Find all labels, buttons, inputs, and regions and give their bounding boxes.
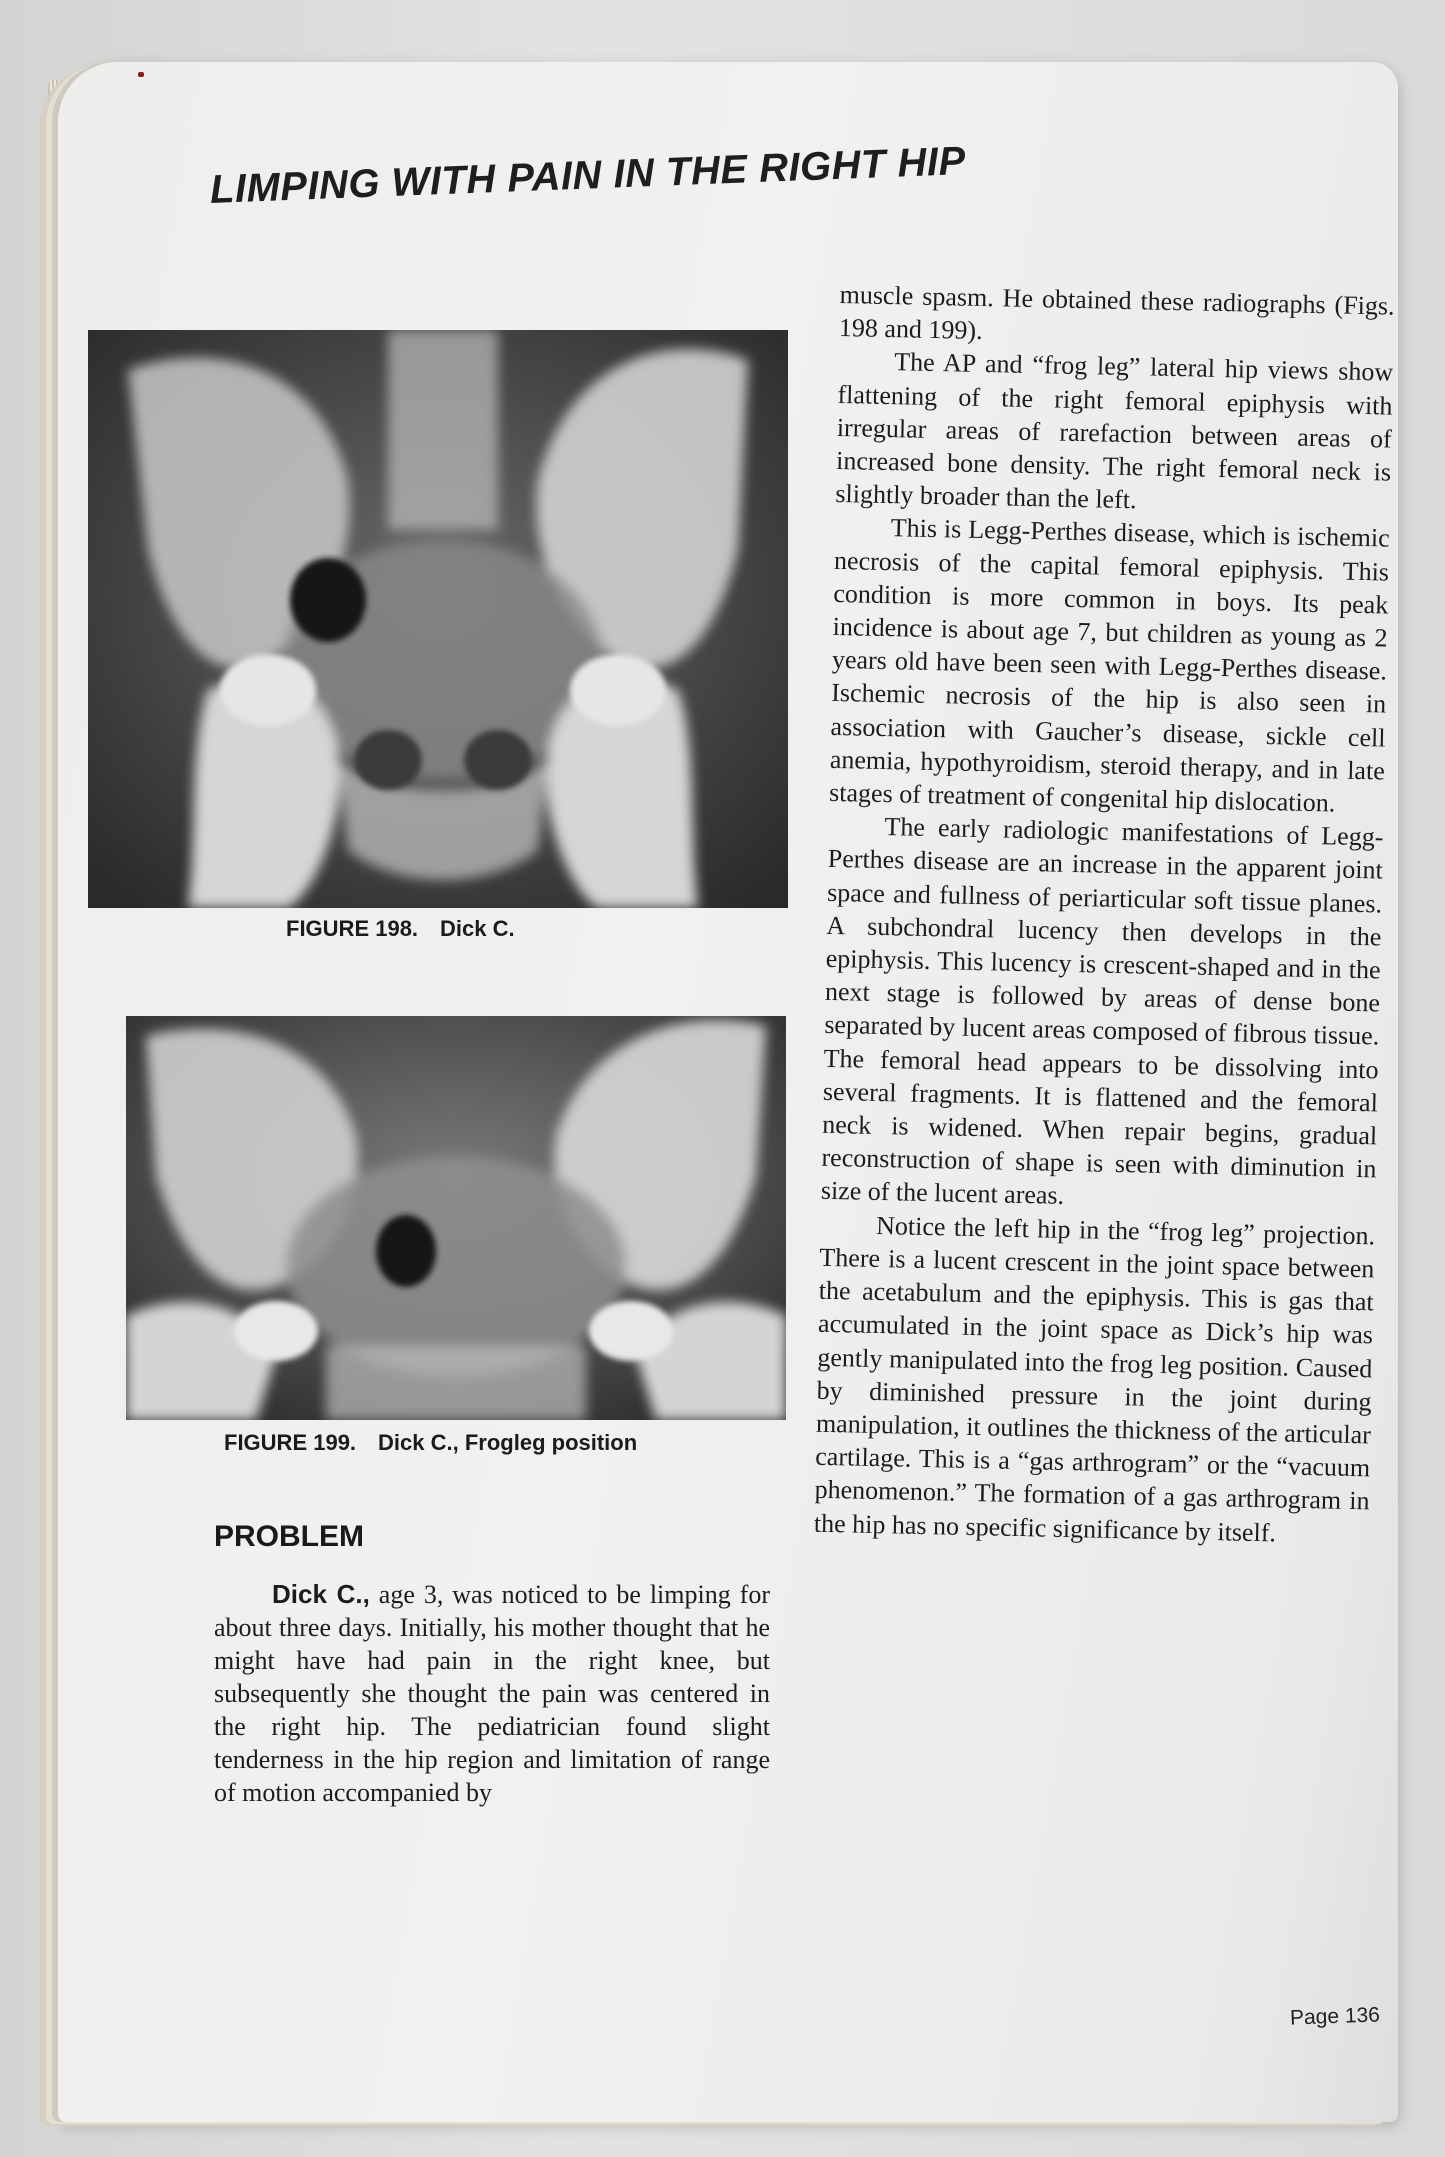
figure-198-label: Dick C. [440,916,515,941]
figure-198-radiograph [88,330,788,908]
ink-mark [138,72,144,77]
discussion-paragraph-4: The early radiologic manifestations of Legg-Perthes disease are an increase in the apparent joint space and fullness of periarticular soft tissue planes. A subchondral lucency then develops in the epiphysis. This lucency is crescent-shaped and in the next stage is followed by areas of dense bone separated by lucent areas composed of fibrous tissue. The femoral head appears to be dissolving into several fragments. It is flattened and the femoral neck is widened. When repair begins, gradual reconstruction of shape is seen with diminution in size of the lucent areas. [820,812,1384,1211]
discussion-paragraph-3: This is Legg-Perthes disease, which is ischemic necrosis of the capital femoral epiphysis. This condition is more common in boys. Its peak incidence is about age 7, but children as young as 2 years old have been seen with Legg-Perthes disease. Ischemic necrosis of the hip is also seen in association with Gaucher’s disease, sickle cell anemia, hypothyroidism, steroid therapy, and in late stages of treatment of congenital hip dislocation. [828,513,1390,818]
problem-heading: PROBLEM [214,1520,364,1553]
page-number: Page 136 [1289,2003,1381,2030]
pelvis-frogleg-xray-image [126,1016,786,1420]
figure-199-radiograph [126,1016,786,1420]
patient-name: Dick C., [272,1579,370,1609]
figure-198-number: FIGURE 198. [286,916,419,941]
problem-text: age 3, was noticed to be limping for about three days. Initially, his mother thought that he might have had pain in the right knee, but subsequently she thought the pain was centered in the right hip. The pediatrician found slight tenderness in the hip region and limitation of range of motion accompanied by [214,1580,770,1807]
figure-199-caption [224,1430,637,1456]
discussion-paragraph-5: Notice the left hip in the “frog leg” projection. There is a lucent crescent in the joint space between the acetabulum and the epiphysis. This is gas that accumulated in the joint space as Dick’s hip was gently manipulated into the frog leg position. Caused by diminished pressure in the joint during manipulation, it outlines the thickness of the articular cartilage. This is a “gas arthrogram” or the “vacuum phenomenon.” The formation of a gas arthrogram in the hip has no specific significance by itself. [813,1210,1376,1547]
figure-199-number: FIGURE 199. [224,1430,357,1455]
discussion-paragraph-1: muscle spasm. He obtained these radiographs (Figs. 198 and 199). [838,279,1395,346]
figure-199-label: Dick C., Frogleg position [378,1430,638,1455]
problem-paragraph [214,1578,770,1809]
pelvis-ap-xray-image [88,330,788,908]
discussion-column [814,278,1395,1551]
page-title: LIMPING WITH PAIN IN THE RIGHT HIP [209,138,967,212]
figure-198-caption [286,916,515,942]
discussion-paragraph-2: The AP and “frog leg” lateral hip views show flattening of the right femoral epiphysis with irregular areas of rarefaction between areas of increased bone density. The right femoral neck is slightly broader than the left. [835,347,1394,515]
